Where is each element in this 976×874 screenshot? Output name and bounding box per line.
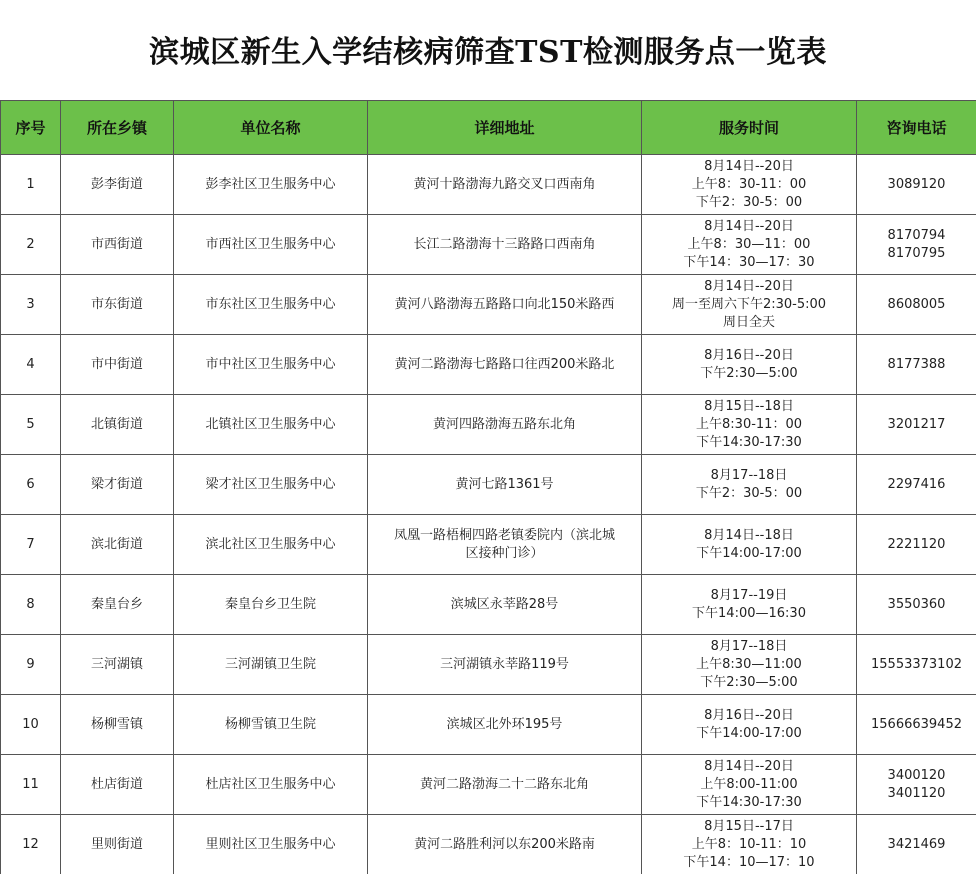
cell-unit: 市西社区卫生服务中心	[174, 215, 368, 275]
table-row	[1, 395, 976, 455]
cell-time-line: 下午14：10—17：10	[683, 854, 815, 870]
cell-phone-line: 8170794	[887, 227, 946, 243]
table-row	[1, 515, 976, 575]
cell-phone-line: 3401120	[887, 785, 946, 801]
cell-address-line: 黄河二路渤海二十二路东北角	[419, 776, 589, 792]
cell-no: 7	[1, 515, 61, 575]
cell-phone-line: 2297416	[887, 476, 946, 492]
cell-phone	[857, 755, 976, 815]
cell-no: 6	[1, 455, 61, 515]
cell-time	[642, 815, 857, 874]
cell-address	[368, 335, 642, 395]
cell-time-line: 8月15日--18日	[704, 398, 794, 414]
cell-phone-line: 3400120	[887, 767, 946, 783]
cell-time-line: 下午14：30—17：30	[683, 254, 815, 270]
table-row	[1, 275, 976, 335]
cell-unit: 北镇社区卫生服务中心	[174, 395, 368, 455]
cell-town: 梁才街道	[61, 455, 174, 515]
cell-unit: 市中社区卫生服务中心	[174, 335, 368, 395]
cell-time-line: 下午14:00—16:30	[692, 605, 806, 621]
cell-no: 5	[1, 395, 61, 455]
cell-address	[368, 275, 642, 335]
cell-town: 市中街道	[61, 335, 174, 395]
cell-phone-line: 3421469	[887, 836, 946, 852]
cell-time-line: 下午2:30—5:00	[700, 365, 798, 381]
cell-town: 杜店街道	[61, 755, 174, 815]
cell-town: 杨柳雪镇	[61, 695, 174, 755]
title-band	[0, 0, 976, 98]
cell-address-line: 区接种门诊）	[465, 545, 544, 561]
cell-town: 彭李街道	[61, 155, 174, 215]
cell-time	[642, 215, 857, 275]
table-row	[1, 455, 976, 515]
cell-time-line: 8月14日--20日	[704, 218, 794, 234]
cell-address	[368, 455, 642, 515]
cell-town: 市东街道	[61, 275, 174, 335]
cell-time-line: 8月14日--20日	[704, 278, 794, 294]
cell-time-line: 上午8：10-11：10	[691, 836, 807, 852]
cell-address-line: 黄河十路渤海九路交叉口西南角	[413, 176, 596, 192]
cell-address-line: 黄河二路渤海七路路口往西200米路北	[394, 356, 615, 372]
table-row	[1, 755, 976, 815]
cell-phone	[857, 455, 976, 515]
cell-time-line: 8月15日--17日	[704, 818, 794, 834]
cell-address-line: 长江二路渤海十三路路口西南角	[413, 236, 596, 252]
cell-time-line: 8月14日--18日	[704, 527, 794, 543]
table-row	[1, 335, 976, 395]
cell-town: 市西街道	[61, 215, 174, 275]
header-no: 序号	[1, 101, 61, 155]
cell-time-line: 下午2:30—5:00	[700, 674, 798, 690]
cell-time-line: 周一至周六下午2:30-5:00	[671, 296, 827, 312]
cell-address-line: 黄河四路渤海五路东北角	[432, 416, 576, 432]
cell-time-line: 上午8：30-11：00	[691, 176, 807, 192]
cell-address-line: 黄河二路胜利河以东200米路南	[414, 836, 595, 852]
cell-time-line: 上午8:30—11:00	[696, 656, 802, 672]
cell-no: 1	[1, 155, 61, 215]
cell-time-line: 8月16日--20日	[704, 707, 794, 723]
cell-address-line: 黄河八路渤海五路路口向北150米路西	[394, 296, 615, 312]
cell-address	[368, 575, 642, 635]
cell-phone-line: 8177388	[887, 356, 946, 372]
cell-phone-line: 8608005	[887, 296, 946, 312]
cell-town: 滨北街道	[61, 515, 174, 575]
cell-phone-line: 3201217	[887, 416, 946, 432]
cell-phone	[857, 155, 976, 215]
header-phone: 咨询电话	[857, 101, 976, 155]
cell-unit: 彭李社区卫生服务中心	[174, 155, 368, 215]
cell-phone	[857, 695, 976, 755]
cell-unit: 市东社区卫生服务中心	[174, 275, 368, 335]
cell-time-line: 下午2：30-5：00	[695, 485, 803, 501]
cell-unit: 杨柳雪镇卫生院	[174, 695, 368, 755]
cell-no: 8	[1, 575, 61, 635]
cell-address	[368, 635, 642, 695]
cell-phone-line: 8170795	[887, 245, 946, 261]
cell-phone	[857, 395, 976, 455]
cell-phone-line: 15666639452	[871, 716, 962, 732]
cell-time	[642, 695, 857, 755]
cell-address-line: 滨城区北外环195号	[446, 716, 563, 732]
cell-unit: 三河湖镇卫生院	[174, 635, 368, 695]
cell-address	[368, 395, 642, 455]
cell-address	[368, 695, 642, 755]
header-unit: 单位名称	[174, 101, 368, 155]
cell-no: 12	[1, 815, 61, 874]
table-row	[1, 815, 976, 874]
cell-address	[368, 815, 642, 874]
cell-no: 4	[1, 335, 61, 395]
cell-address-line: 凤凰一路梧桐四路老镇委院内（滨北城	[393, 527, 615, 543]
cell-phone	[857, 635, 976, 695]
table-row	[1, 155, 976, 215]
table-row	[1, 635, 976, 695]
cell-time-line: 上午8:30-11：00	[696, 416, 802, 432]
page-title: 滨城区新生入学结核病筛查TST检测服务点一览表	[149, 35, 827, 70]
cell-time	[642, 275, 857, 335]
cell-time-line: 8月14日--20日	[704, 158, 794, 174]
cell-time	[642, 395, 857, 455]
cell-phone	[857, 515, 976, 575]
cell-phone-line: 3089120	[887, 176, 946, 192]
table-row	[1, 695, 976, 755]
header-town: 所在乡镇	[61, 101, 174, 155]
cell-time	[642, 455, 857, 515]
cell-unit: 梁才社区卫生服务中心	[174, 455, 368, 515]
cell-time-line: 上午8:00-11:00	[700, 776, 798, 792]
cell-phone-line: 3550360	[887, 596, 946, 612]
cell-time	[642, 635, 857, 695]
header-time: 服务时间	[642, 101, 857, 155]
cell-town: 北镇街道	[61, 395, 174, 455]
cell-unit: 杜店社区卫生服务中心	[174, 755, 368, 815]
cell-time-line: 下午14:00-17:00	[696, 725, 802, 741]
cell-address	[368, 515, 642, 575]
cell-time-line: 上午8：30—11：00	[687, 236, 811, 252]
cell-time-line: 8月14日--20日	[704, 758, 794, 774]
cell-time-line: 下午14:00-17:00	[696, 545, 802, 561]
cell-address	[368, 155, 642, 215]
cell-phone	[857, 275, 976, 335]
cell-time-line: 8月17--18日	[710, 638, 788, 654]
cell-address-line: 黄河七路1361号	[455, 476, 554, 492]
cell-time	[642, 335, 857, 395]
cell-no: 2	[1, 215, 61, 275]
cell-no: 3	[1, 275, 61, 335]
cell-no: 10	[1, 695, 61, 755]
cell-town: 里则街道	[61, 815, 174, 874]
cell-town: 三河湖镇	[61, 635, 174, 695]
cell-address-line: 三河湖镇永莘路119号	[440, 656, 569, 672]
table-row	[1, 575, 976, 635]
cell-unit: 滨北社区卫生服务中心	[174, 515, 368, 575]
cell-time-line: 下午14:30-17:30	[696, 434, 802, 450]
cell-phone	[857, 215, 976, 275]
cell-phone-line: 2221120	[887, 536, 946, 552]
cell-address	[368, 215, 642, 275]
cell-phone-line: 15553373102	[871, 656, 962, 672]
cell-time-line: 周日全天	[722, 314, 775, 330]
cell-time	[642, 755, 857, 815]
table-header	[1, 101, 976, 155]
header-address: 详细地址	[368, 101, 642, 155]
cell-time	[642, 575, 857, 635]
cell-time-line: 8月17--18日	[710, 467, 788, 483]
table-body	[1, 155, 976, 874]
cell-no: 11	[1, 755, 61, 815]
service-points-table	[0, 100, 976, 874]
cell-time-line: 下午14:30-17:30	[696, 794, 802, 810]
cell-time	[642, 515, 857, 575]
cell-time	[642, 155, 857, 215]
cell-unit: 里则社区卫生服务中心	[174, 815, 368, 874]
cell-address-line: 滨城区永莘路28号	[450, 596, 559, 612]
cell-time-line: 8月17--19日	[710, 587, 788, 603]
cell-time-line: 8月16日--20日	[704, 347, 794, 363]
cell-phone	[857, 335, 976, 395]
cell-address	[368, 755, 642, 815]
cell-time-line: 下午2：30-5：00	[695, 194, 803, 210]
cell-phone	[857, 575, 976, 635]
cell-unit: 秦皇台乡卫生院	[174, 575, 368, 635]
cell-no: 9	[1, 635, 61, 695]
cell-phone	[857, 815, 976, 874]
table-row	[1, 215, 976, 275]
cell-town: 秦皇台乡	[61, 575, 174, 635]
header-row	[1, 101, 976, 155]
